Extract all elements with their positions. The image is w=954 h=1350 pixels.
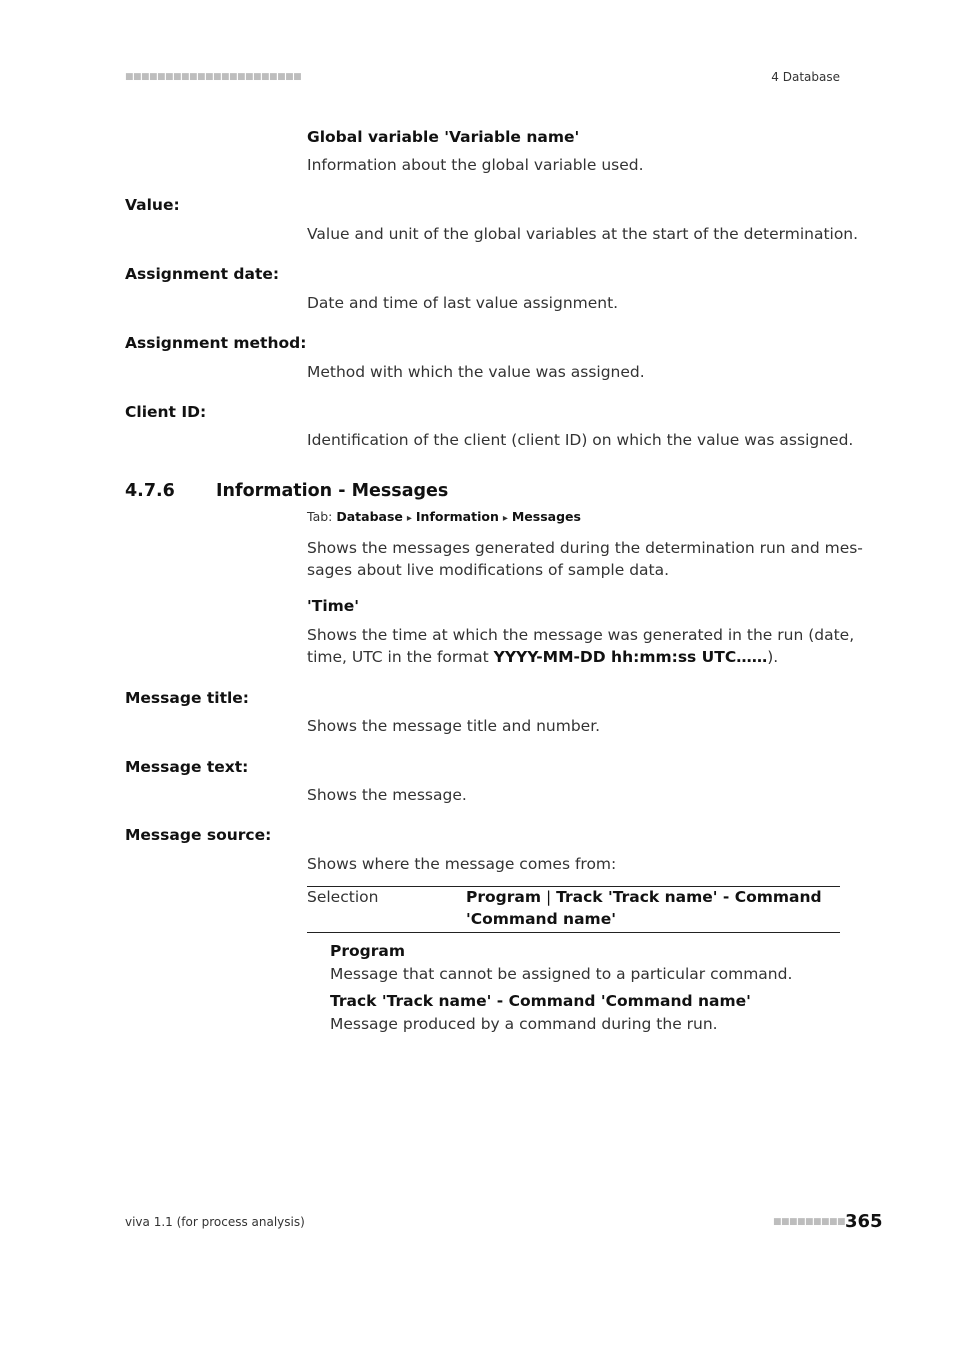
field-text-assignment-date: Date and time of last value assignment. — [307, 294, 619, 312]
breadcrumb-arrow-icon: ▸ — [502, 513, 508, 524]
header-decoration: ■■■■■■■■■■■■■■■■■■■■■■ — [125, 72, 302, 82]
field-label-message-source: Message source: — [125, 826, 272, 844]
field-label-message-title: Message title: — [125, 689, 250, 707]
page-number: 365 — [845, 1211, 883, 1232]
section-intro — [307, 537, 863, 581]
field-text-value: Value and unit of the global variables at the start of the determination. — [307, 225, 859, 243]
field-text-message-text: Shows the message. — [307, 786, 467, 804]
breadcrumb-messages: Messages — [511, 509, 581, 524]
breadcrumb-information: Information — [415, 509, 499, 524]
field-text-message-source: Shows where the message comes from: — [307, 855, 617, 873]
chapter-title: 4 Database — [771, 70, 840, 84]
section-number: 4.7.6 — [125, 481, 175, 501]
tab-breadcrumb — [307, 509, 581, 524]
section-intro-line2: sages about live modifications of sample data. — [307, 561, 670, 579]
option-desc-track: Message produced by a command during the run. — [330, 1015, 718, 1033]
field-label-message-text: Message text: — [125, 758, 249, 776]
global-variable-description: Information about the global variable used. — [307, 156, 644, 174]
time-format: YYYY-MM-DD hh:mm:ss UTC…… — [493, 648, 768, 666]
option-title-program: Program — [330, 942, 406, 960]
selection-separator: | — [545, 888, 552, 906]
time-line2-pre: time, UTC in the format — [307, 648, 494, 666]
section-title: Information - Messages — [216, 481, 449, 501]
field-text-client-id: Identification of the client (client ID) on which the value was assigned. — [307, 431, 854, 449]
footer-product: viva 1.1 (for process analysis) — [125, 1215, 305, 1229]
table-bottom-rule — [307, 932, 840, 933]
time-description-line1: Shows the time at which the message was generated in the run (date, — [307, 626, 855, 644]
time-heading: 'Time' — [307, 597, 360, 615]
field-label-client-id: Client ID: — [125, 403, 207, 421]
footer-decoration: ■■■■■■■■■ — [773, 1217, 846, 1227]
field-label-assignment-date: Assignment date: — [125, 265, 280, 283]
selection-key: Selection — [307, 888, 379, 906]
selection-program: Program — [466, 888, 542, 906]
tab-prefix: Tab: — [307, 509, 337, 524]
time-description-line2 — [307, 646, 854, 668]
global-variable-heading: Global variable 'Variable name' — [307, 128, 580, 146]
selection-command-name: 'Command name' — [466, 910, 616, 928]
field-label-value: Value: — [125, 196, 180, 214]
selection-value — [466, 886, 822, 930]
time-line2-post: ). — [767, 648, 779, 666]
field-label-assignment-method: Assignment method: — [125, 334, 307, 352]
breadcrumb-arrow-icon: ▸ — [406, 513, 412, 524]
option-title-track: Track 'Track name' - Command 'Command name' — [330, 992, 751, 1010]
field-text-assignment-method: Method with which the value was assigned. — [307, 363, 645, 381]
field-text-message-title: Shows the message title and number. — [307, 717, 601, 735]
section-intro-line1: Shows the messages generated during the determination run and mes- — [307, 539, 863, 557]
selection-track: Track 'Track name' - Command — [556, 888, 822, 906]
time-description — [307, 624, 854, 668]
breadcrumb-database: Database — [336, 509, 403, 524]
option-desc-program: Message that cannot be assigned to a particular command. — [330, 965, 793, 983]
